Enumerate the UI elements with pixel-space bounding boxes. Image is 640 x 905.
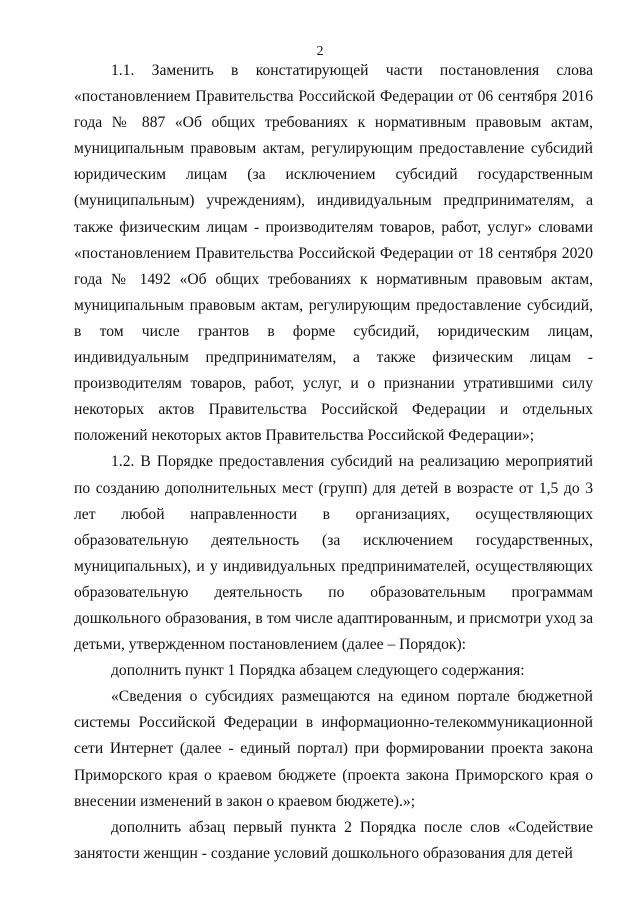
paragraph-add-clause-2: дополнить абзац первый пункта 2 Порядка после слов «Содействие занятости женщин - создание условий дошкольного образования для детей	[74, 818, 593, 862]
page-number: 2	[316, 44, 324, 59]
paragraph-1-2-procedure-amendments: 1.2. В Порядке предоставления субсидий на реализацию мероприятий по созданию дополнительных мест (групп) для детей в возрасте от 1,5 до 3 лет любой направленности в организациях, осуществляющих образовательную деятельность (за исключением государственных, муниципальных), и у индивидуальных предпринимателей, осуществляющих образовательную деятельность по образовательным программам дошкольного образования, в том числе адаптированным, и присмотри уход за детьми, утвержденном постановлением (далее – Порядок):	[74, 453, 593, 654]
paragraph-1-1-replace-wording: 1.1. Заменить в констатирующей части постановления слова «постановлением Правительства Российской Федерации от 06 сентября 2016 года № 887 «Об общих требованиях к нормативным правовым актам, муниципальным правовым актам, регулирующим предоставление субсидий юридическим лицам (за исключением субсидий государственным (муниципальным) учреждениям), индивидуальным предпринимателям, а также физическим лицам - производителям товаров, работ, услуг» словами «постановлением Правительства Российской Федерации от 18 сентября 2020 года № 1492 «Об общих требованиях к нормативным правовым актам, муниципальным правовым актам, регулирующим предоставление субсидий, в том числе грантов в форме субсидий, юридическим лицам, индивидуальным предпринимателям, а также физическим лицам - производителям товаров, работ, услуг, и о признании утратившими силу некоторых актов Правительства Российской Федерации и отдельных положений некоторых актов Правительства Российской Федерации»;	[74, 62, 593, 445]
paragraph-add-clause-1: дополнить пункт 1 Порядка абзацем следующего содержания:	[111, 662, 525, 680]
paragraph-quoted-subsidy-info: «Сведения о субсидиях размещаются на едином портале бюджетной системы Российской Федерации в информационно-телекоммуникационной сети Интернет (далее - единый портал) при формировании проекта закона Приморского края о краевом бюджете (проекта закона Приморского края о внесении изменений в закон о краевом бюджете).»;	[74, 688, 593, 810]
document-body	[74, 58, 593, 867]
